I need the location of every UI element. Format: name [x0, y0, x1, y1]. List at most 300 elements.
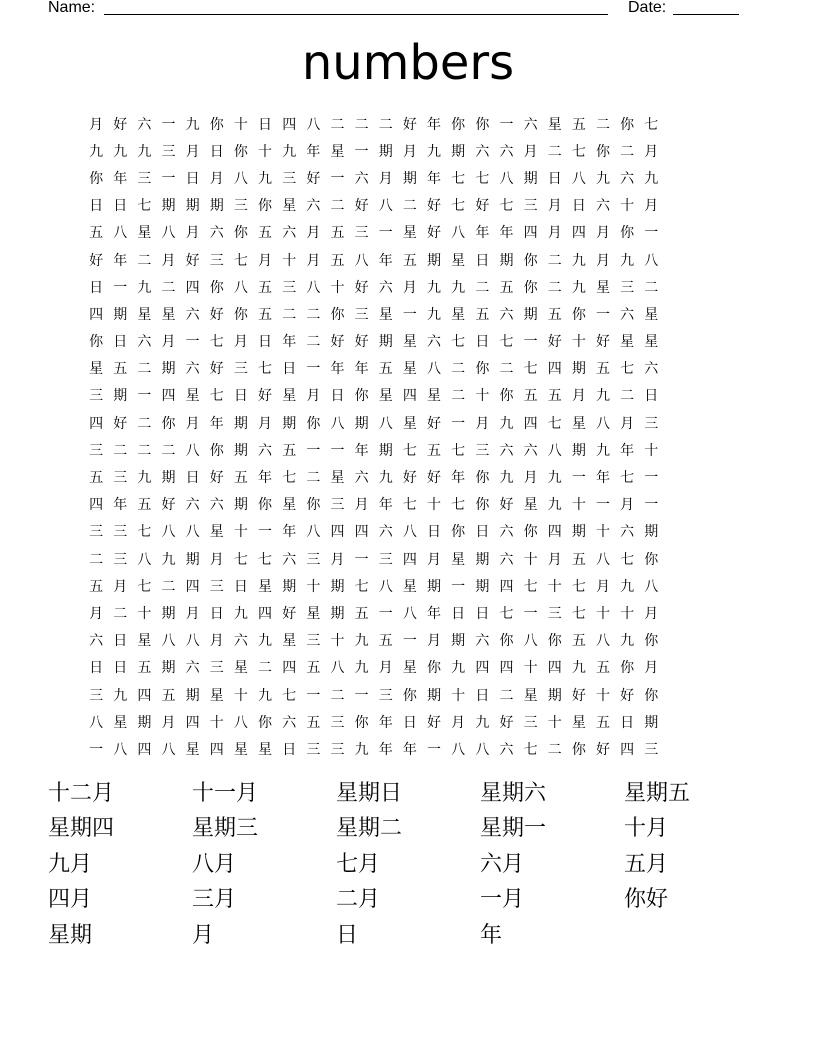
grid-cell: 二 [137, 252, 152, 269]
grid-cell: 四 [282, 116, 297, 133]
grid-cell: 星 [282, 198, 297, 215]
grid-cell: 年 [378, 741, 393, 758]
grid-cell: 你 [209, 442, 224, 459]
grid-cell: 日 [475, 605, 490, 622]
grid-cell: 四 [209, 741, 224, 758]
grid-cell: 三 [330, 741, 345, 758]
grid-cell: 四 [161, 388, 176, 405]
grid-cell: 十 [427, 497, 442, 514]
grid-row [84, 274, 734, 301]
grid-cell: 期 [233, 415, 248, 432]
word-list-item: 七月 [336, 851, 381, 877]
grid-cell: 期 [185, 198, 200, 215]
grid-cell: 星 [402, 415, 417, 432]
grid-cell: 五 [89, 578, 104, 595]
grid-row [84, 301, 734, 328]
grid-cell: 三 [644, 415, 659, 432]
word-list-item: 十月 [624, 816, 669, 842]
grid-cell: 二 [306, 334, 321, 351]
grid-cell: 月 [161, 714, 176, 731]
grid-cell: 一 [306, 442, 321, 459]
grid-row [84, 383, 734, 410]
grid-cell: 二 [620, 143, 635, 160]
grid-cell: 日 [475, 334, 490, 351]
grid-cell: 六 [354, 470, 369, 487]
grid-cell: 月 [330, 551, 345, 568]
grid-cell: 月 [185, 143, 200, 160]
grid-cell: 八 [596, 551, 611, 568]
word-list-row [48, 776, 768, 812]
grid-cell: 星 [402, 660, 417, 677]
grid-cell: 九 [547, 470, 562, 487]
grid-cell: 一 [596, 497, 611, 514]
grid-cell: 九 [258, 687, 273, 704]
grid-cell: 年 [209, 415, 224, 432]
grid-cell: 你 [306, 497, 321, 514]
grid-cell: 二 [499, 361, 514, 378]
grid-cell: 年 [282, 334, 297, 351]
grid-cell: 七 [620, 470, 635, 487]
grid-cell: 星 [137, 225, 152, 242]
grid-cell: 年 [113, 252, 128, 269]
grid-cell: 星 [644, 334, 659, 351]
grid-cell: 五 [427, 442, 442, 459]
grid-cell: 七 [547, 415, 562, 432]
grid-cell: 你 [233, 225, 248, 242]
grid-cell: 六 [475, 143, 490, 160]
grid-cell: 月 [596, 252, 611, 269]
grid-cell: 十 [596, 605, 611, 622]
grid-cell: 月 [547, 225, 562, 242]
grid-row [84, 546, 734, 573]
grid-cell: 三 [89, 524, 104, 541]
grid-cell: 年 [113, 497, 128, 514]
grid-cell: 四 [571, 225, 586, 242]
grid-cell: 好 [596, 741, 611, 758]
grid-cell: 日 [451, 605, 466, 622]
grid-cell: 星 [378, 306, 393, 323]
worksheet-header [48, 0, 748, 20]
grid-cell: 二 [475, 279, 490, 296]
grid-cell: 十 [233, 524, 248, 541]
grid-cell: 一 [137, 388, 152, 405]
grid-cell: 七 [402, 442, 417, 459]
grid-cell: 三 [113, 470, 128, 487]
grid-cell: 七 [571, 605, 586, 622]
grid-cell: 日 [475, 687, 490, 704]
grid-cell: 二 [451, 388, 466, 405]
grid-cell: 六 [282, 714, 297, 731]
name-label: Name: [48, 0, 96, 16]
grid-cell: 九 [547, 497, 562, 514]
grid-cell: 月 [523, 143, 538, 160]
grid-cell: 七 [354, 578, 369, 595]
grid-cell: 八 [185, 442, 200, 459]
grid-cell: 九 [378, 470, 393, 487]
grid-cell: 三 [354, 225, 369, 242]
grid-cell: 你 [644, 551, 659, 568]
grid-cell: 六 [209, 225, 224, 242]
grid-cell: 一 [427, 741, 442, 758]
grid-cell: 六 [644, 361, 659, 378]
grid-cell: 四 [547, 361, 562, 378]
grid-cell: 二 [113, 605, 128, 622]
grid-cell: 月 [620, 497, 635, 514]
grid-cell: 九 [596, 388, 611, 405]
grid-cell: 十 [209, 714, 224, 731]
grid-cell: 二 [451, 361, 466, 378]
grid-cell: 三 [89, 442, 104, 459]
grid-cell: 五 [571, 551, 586, 568]
grid-cell: 年 [378, 252, 393, 269]
grid-cell: 你 [354, 388, 369, 405]
grid-cell: 六 [378, 279, 393, 296]
grid-cell: 一 [89, 741, 104, 758]
grid-cell: 十 [282, 252, 297, 269]
grid-cell: 一 [402, 306, 417, 323]
grid-cell: 年 [282, 524, 297, 541]
grid-cell: 月 [402, 279, 417, 296]
grid-cell: 期 [571, 361, 586, 378]
grid-cell: 星 [185, 388, 200, 405]
grid-cell: 九 [475, 714, 490, 731]
date-field-line[interactable] [673, 14, 739, 15]
grid-cell: 星 [402, 334, 417, 351]
grid-cell: 六 [499, 741, 514, 758]
grid-cell: 期 [113, 388, 128, 405]
grid-cell: 七 [571, 143, 586, 160]
grid-cell: 九 [620, 633, 635, 650]
grid-cell: 日 [475, 524, 490, 541]
grid-cell: 八 [233, 170, 248, 187]
grid-cell: 八 [306, 524, 321, 541]
grid-cell: 三 [282, 279, 297, 296]
grid-cell: 九 [571, 279, 586, 296]
grid-cell: 五 [113, 361, 128, 378]
grid-cell: 星 [547, 116, 562, 133]
grid-cell: 三 [547, 605, 562, 622]
grid-row [84, 410, 734, 437]
grid-cell: 九 [596, 170, 611, 187]
grid-cell: 五 [258, 279, 273, 296]
grid-cell: 期 [378, 442, 393, 459]
grid-cell: 七 [499, 198, 514, 215]
grid-cell: 八 [451, 741, 466, 758]
grid-cell: 二 [644, 279, 659, 296]
grid-cell: 期 [427, 252, 442, 269]
grid-cell: 五 [571, 116, 586, 133]
grid-cell: 年 [306, 143, 321, 160]
grid-cell: 你 [89, 334, 104, 351]
grid-cell: 六 [354, 170, 369, 187]
grid-cell: 好 [209, 306, 224, 323]
grid-cell: 年 [378, 497, 393, 514]
grid-cell: 九 [185, 116, 200, 133]
grid-cell: 七 [233, 551, 248, 568]
grid-cell: 七 [258, 361, 273, 378]
grid-cell: 六 [427, 334, 442, 351]
grid-cell: 星 [402, 225, 417, 242]
grid-cell: 好 [354, 334, 369, 351]
grid-cell: 九 [258, 170, 273, 187]
grid-cell: 十 [620, 198, 635, 215]
grid-cell: 五 [523, 388, 538, 405]
grid-cell: 星 [137, 633, 152, 650]
grid-cell: 四 [402, 551, 417, 568]
grid-cell: 你 [330, 306, 345, 323]
grid-cell: 六 [596, 198, 611, 215]
grid-cell: 好 [161, 497, 176, 514]
grid-cell: 五 [330, 252, 345, 269]
grid-cell: 八 [137, 551, 152, 568]
grid-cell: 你 [571, 741, 586, 758]
grid-cell: 日 [113, 660, 128, 677]
grid-cell: 八 [161, 633, 176, 650]
grid-cell: 你 [547, 633, 562, 650]
grid-cell: 九 [571, 660, 586, 677]
grid-cell: 日 [89, 198, 104, 215]
grid-row [84, 193, 734, 220]
grid-cell: 四 [185, 578, 200, 595]
grid-cell: 你 [306, 415, 321, 432]
grid-cell: 六 [185, 361, 200, 378]
grid-cell: 期 [475, 551, 490, 568]
grid-cell: 年 [330, 361, 345, 378]
grid-cell: 十 [596, 687, 611, 704]
grid-cell: 五 [258, 225, 273, 242]
grid-row [84, 329, 734, 356]
grid-cell: 六 [258, 442, 273, 459]
grid-cell: 十 [547, 714, 562, 731]
grid-cell: 三 [282, 170, 297, 187]
grid-cell: 一 [161, 116, 176, 133]
grid-cell: 好 [330, 334, 345, 351]
grid-cell: 七 [499, 605, 514, 622]
grid-cell: 一 [185, 334, 200, 351]
grid-cell: 五 [596, 714, 611, 731]
word-list-item: 六月 [480, 851, 525, 877]
grid-cell: 好 [209, 470, 224, 487]
grid-cell: 你 [233, 306, 248, 323]
grid-cell: 六 [282, 551, 297, 568]
word-list-item: 星期日 [336, 780, 403, 806]
grid-cell: 月 [523, 470, 538, 487]
grid-row [84, 111, 734, 138]
grid-cell: 七 [209, 334, 224, 351]
grid-cell: 五 [282, 442, 297, 459]
grid-cell: 期 [378, 143, 393, 160]
grid-cell: 七 [451, 497, 466, 514]
grid-cell: 九 [89, 143, 104, 160]
grid-cell: 二 [137, 415, 152, 432]
grid-cell: 你 [258, 497, 273, 514]
grid-cell: 好 [354, 198, 369, 215]
grid-cell: 十 [475, 388, 490, 405]
grid-cell: 八 [185, 524, 200, 541]
grid-cell: 好 [475, 198, 490, 215]
grid-cell: 三 [233, 361, 248, 378]
grid-cell: 四 [258, 605, 273, 622]
grid-cell: 七 [282, 470, 297, 487]
grid-cell: 月 [596, 578, 611, 595]
grid-cell: 九 [499, 470, 514, 487]
grid-cell: 期 [644, 714, 659, 731]
grid-cell: 六 [499, 551, 514, 568]
grid-cell: 日 [475, 252, 490, 269]
grid-cell: 四 [620, 741, 635, 758]
grid-cell: 月 [547, 551, 562, 568]
word-list-item: 四月 [48, 887, 93, 913]
grid-cell: 月 [354, 497, 369, 514]
grid-cell: 三 [644, 741, 659, 758]
grid-cell: 五 [330, 225, 345, 242]
grid-cell: 五 [378, 633, 393, 650]
grid-cell: 年 [378, 714, 393, 731]
grid-cell: 星 [402, 361, 417, 378]
grid-cell: 你 [596, 143, 611, 160]
word-list-item: 一月 [480, 887, 525, 913]
grid-cell: 五 [402, 252, 417, 269]
grid-cell: 三 [378, 551, 393, 568]
grid-cell: 星 [330, 470, 345, 487]
grid-cell: 年 [354, 361, 369, 378]
word-list-item: 星期五 [624, 780, 691, 806]
grid-cell: 十 [258, 143, 273, 160]
grid-cell: 四 [89, 497, 104, 514]
grid-cell: 二 [306, 470, 321, 487]
grid-cell: 月 [185, 225, 200, 242]
grid-cell: 八 [185, 633, 200, 650]
grid-cell: 星 [523, 687, 538, 704]
word-list-item: 二月 [336, 887, 381, 913]
grid-cell: 一 [113, 279, 128, 296]
grid-cell: 七 [137, 578, 152, 595]
grid-cell: 一 [571, 470, 586, 487]
grid-cell: 一 [644, 225, 659, 242]
grid-cell: 好 [620, 687, 635, 704]
grid-cell: 日 [185, 470, 200, 487]
grid-cell: 月 [451, 714, 466, 731]
grid-cell: 二 [330, 687, 345, 704]
grid-cell: 好 [499, 497, 514, 514]
grid-cell: 星 [620, 334, 635, 351]
grid-cell: 八 [402, 524, 417, 541]
grid-cell: 好 [427, 225, 442, 242]
grid-cell: 月 [89, 605, 104, 622]
name-field-line[interactable] [104, 14, 608, 15]
grid-cell: 月 [161, 252, 176, 269]
grid-cell: 六 [306, 198, 321, 215]
grid-cell: 月 [402, 143, 417, 160]
grid-cell: 期 [354, 415, 369, 432]
grid-cell: 八 [378, 578, 393, 595]
grid-cell: 一 [354, 551, 369, 568]
grid-cell: 月 [427, 551, 442, 568]
grid-cell: 你 [233, 143, 248, 160]
grid-cell: 期 [161, 470, 176, 487]
grid-cell: 期 [161, 361, 176, 378]
grid-cell: 六 [185, 497, 200, 514]
word-list-item: 你好 [624, 887, 669, 913]
grid-cell: 七 [523, 741, 538, 758]
grid-cell: 好 [499, 714, 514, 731]
grid-cell: 日 [282, 741, 297, 758]
grid-cell: 五 [354, 605, 369, 622]
grid-cell: 日 [258, 334, 273, 351]
grid-cell: 二 [113, 442, 128, 459]
grid-cell: 一 [451, 415, 466, 432]
grid-cell: 日 [282, 361, 297, 378]
grid-cell: 三 [330, 714, 345, 731]
grid-cell: 五 [161, 687, 176, 704]
grid-cell: 六 [475, 633, 490, 650]
grid-cell: 好 [571, 687, 586, 704]
grid-cell: 好 [596, 334, 611, 351]
grid-cell: 九 [282, 143, 297, 160]
grid-cell: 期 [475, 578, 490, 595]
grid-cell: 期 [282, 578, 297, 595]
grid-row [84, 573, 734, 600]
grid-cell: 六 [523, 116, 538, 133]
grid-cell: 六 [620, 170, 635, 187]
grid-cell: 你 [499, 388, 514, 405]
grid-cell: 一 [330, 170, 345, 187]
grid-cell: 八 [161, 741, 176, 758]
grid-cell: 你 [523, 252, 538, 269]
grid-cell: 年 [596, 470, 611, 487]
word-list-item: 星期三 [192, 816, 259, 842]
grid-row [84, 519, 734, 546]
grid-cell: 七 [499, 334, 514, 351]
grid-cell: 九 [571, 252, 586, 269]
grid-cell: 十 [596, 524, 611, 541]
grid-cell: 三 [209, 660, 224, 677]
grid-cell: 八 [644, 578, 659, 595]
grid-cell: 好 [89, 252, 104, 269]
grid-cell: 九 [620, 578, 635, 595]
grid-row [84, 628, 734, 655]
grid-cell: 好 [113, 116, 128, 133]
grid-cell: 七 [137, 524, 152, 541]
grid-cell: 期 [233, 497, 248, 514]
grid-cell: 月 [161, 334, 176, 351]
grid-cell: 好 [427, 198, 442, 215]
grid-cell: 十 [330, 633, 345, 650]
grid-cell: 好 [354, 279, 369, 296]
grid-cell: 二 [354, 116, 369, 133]
grid-cell: 月 [209, 633, 224, 650]
grid-cell: 月 [89, 116, 104, 133]
grid-cell: 你 [523, 524, 538, 541]
grid-cell: 你 [475, 470, 490, 487]
grid-cell: 九 [137, 143, 152, 160]
grid-cell: 八 [475, 741, 490, 758]
grid-cell: 一 [354, 687, 369, 704]
grid-cell: 十 [523, 660, 538, 677]
grid-cell: 八 [378, 415, 393, 432]
grid-cell: 五 [547, 388, 562, 405]
grid-cell: 一 [644, 470, 659, 487]
grid-cell: 八 [571, 170, 586, 187]
grid-cell: 星 [571, 415, 586, 432]
grid-cell: 二 [161, 578, 176, 595]
grid-cell: 八 [113, 741, 128, 758]
grid-cell: 月 [644, 660, 659, 677]
grid-cell: 八 [451, 225, 466, 242]
grid-cell: 星 [233, 741, 248, 758]
grid-cell: 九 [596, 442, 611, 459]
grid-cell: 五 [137, 497, 152, 514]
